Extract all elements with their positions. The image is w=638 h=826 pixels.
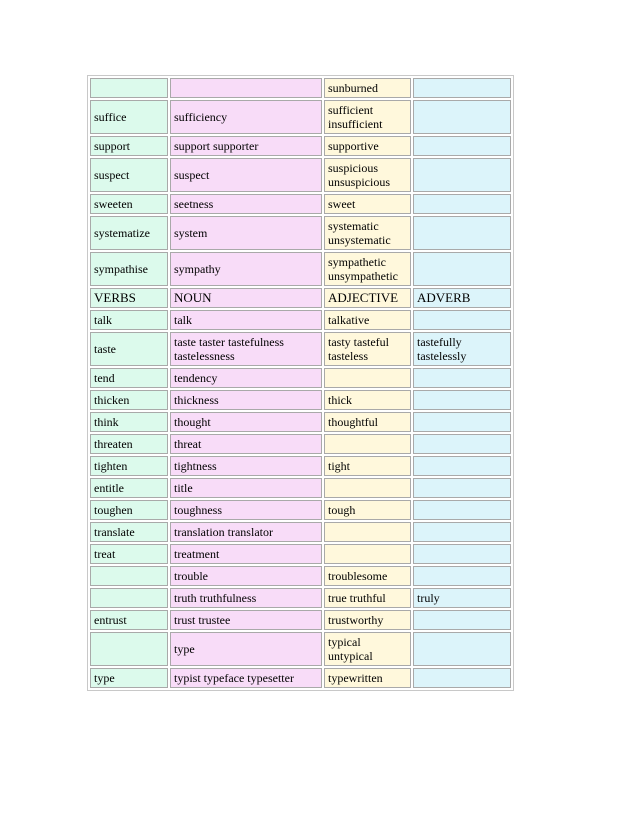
adjective-cell-text: trustworthy xyxy=(328,613,384,627)
verb-cell xyxy=(90,310,168,330)
adjective-cell xyxy=(324,412,411,432)
noun-cell-text: trouble xyxy=(174,569,208,583)
noun-cell-text: taste taster tastefulness xyxy=(174,335,284,349)
noun-cell-text: tastelessness xyxy=(174,349,235,363)
adverb-cell xyxy=(413,610,511,630)
verb-cell-text: systematize xyxy=(94,226,150,240)
adjective-cell-text: sympathetic xyxy=(328,255,386,269)
adverb-cell xyxy=(413,100,511,134)
noun-cell-text: thought xyxy=(174,415,211,429)
noun-cell-text: translation translator xyxy=(174,525,273,539)
noun-cell xyxy=(170,194,322,214)
table-row xyxy=(90,310,511,330)
adjective-cell xyxy=(324,390,411,410)
adverb-cell xyxy=(413,368,511,388)
adverb-cell xyxy=(413,332,511,366)
noun-cell xyxy=(170,390,322,410)
noun-cell-text: NOUN xyxy=(174,290,212,305)
adjective-cell xyxy=(324,566,411,586)
verb-cell-text: threaten xyxy=(94,437,133,451)
adverb-cell xyxy=(413,136,511,156)
noun-cell xyxy=(170,310,322,330)
verb-cell-text: treat xyxy=(94,547,116,561)
verb-cell-text: VERBS xyxy=(94,290,136,305)
table-row xyxy=(90,412,511,432)
noun-cell xyxy=(170,456,322,476)
verb-cell xyxy=(90,412,168,432)
adjective-cell-text: typewritten xyxy=(328,671,383,685)
adjective-cell xyxy=(324,588,411,608)
table-row xyxy=(90,610,511,630)
adjective-cell-text: true truthful xyxy=(328,591,386,605)
adverb-cell xyxy=(413,500,511,520)
adverb-cell xyxy=(413,252,511,286)
noun-cell xyxy=(170,588,322,608)
adjective-cell-text: systematic xyxy=(328,219,379,233)
noun-cell xyxy=(170,136,322,156)
adverb-cell xyxy=(413,632,511,666)
verb-cell xyxy=(90,478,168,498)
verb-cell-text: type xyxy=(94,671,115,685)
noun-cell-text: threat xyxy=(174,437,202,451)
verb-cell-text: talk xyxy=(94,313,112,327)
verb-cell xyxy=(90,78,168,98)
noun-cell xyxy=(170,478,322,498)
adverb-cell xyxy=(413,288,511,308)
adjective-cell xyxy=(324,668,411,688)
noun-cell-text: suspect xyxy=(174,168,210,182)
adverb-cell xyxy=(413,216,511,250)
adjective-cell xyxy=(324,78,411,98)
verb-cell xyxy=(90,522,168,542)
noun-cell xyxy=(170,434,322,454)
verb-cell xyxy=(90,566,168,586)
adjective-cell xyxy=(324,288,411,308)
adverb-cell-text: ADVERB xyxy=(417,290,471,305)
adjective-cell-text: unsuspicious xyxy=(328,175,391,189)
noun-cell xyxy=(170,522,322,542)
adverb-cell xyxy=(413,544,511,564)
noun-cell xyxy=(170,78,322,98)
noun-cell xyxy=(170,544,322,564)
adjective-cell xyxy=(324,136,411,156)
verb-cell-text: suspect xyxy=(94,168,130,182)
verb-cell-text: think xyxy=(94,415,119,429)
verb-cell xyxy=(90,368,168,388)
table-row xyxy=(90,668,511,688)
noun-cell-text: seetness xyxy=(174,197,214,211)
verb-cell-text: support xyxy=(94,139,130,153)
table-row xyxy=(90,632,511,666)
adjective-cell-text: talkative xyxy=(328,313,370,327)
adverb-cell xyxy=(413,78,511,98)
verb-cell xyxy=(90,216,168,250)
table-row xyxy=(90,566,511,586)
noun-cell-text: truth truthfulness xyxy=(174,591,257,605)
adjective-cell xyxy=(324,456,411,476)
noun-cell xyxy=(170,216,322,250)
noun-cell xyxy=(170,566,322,586)
table-row xyxy=(90,216,511,250)
adjective-cell xyxy=(324,610,411,630)
table-row xyxy=(90,136,511,156)
verb-cell-text: entrust xyxy=(94,613,127,627)
verb-cell-text: sympathise xyxy=(94,262,148,276)
table-row xyxy=(90,100,511,134)
noun-cell-text: tightness xyxy=(174,459,217,473)
noun-cell-text: trust trustee xyxy=(174,613,231,627)
adjective-cell xyxy=(324,216,411,250)
verb-cell xyxy=(90,194,168,214)
verb-cell xyxy=(90,500,168,520)
table-header-row xyxy=(90,288,511,308)
verb-cell xyxy=(90,434,168,454)
adverb-cell xyxy=(413,310,511,330)
adjective-cell-text: unsympathetic xyxy=(328,269,398,283)
adjective-cell xyxy=(324,252,411,286)
verb-cell-text: entitle xyxy=(94,481,124,495)
noun-cell xyxy=(170,500,322,520)
verb-cell xyxy=(90,588,168,608)
verb-cell-text: taste xyxy=(94,342,116,356)
table-row xyxy=(90,158,511,192)
table-row xyxy=(90,588,511,608)
noun-cell xyxy=(170,252,322,286)
verb-cell xyxy=(90,632,168,666)
adjective-cell xyxy=(324,544,411,564)
adjective-cell xyxy=(324,632,411,666)
verb-cell xyxy=(90,610,168,630)
table-row xyxy=(90,194,511,214)
table-row xyxy=(90,456,511,476)
adjective-cell-text: sunburned xyxy=(328,81,378,95)
adverb-cell xyxy=(413,434,511,454)
noun-cell-text: tendency xyxy=(174,371,218,385)
adjective-cell-text: tight xyxy=(328,459,351,473)
noun-cell xyxy=(170,412,322,432)
table-row xyxy=(90,390,511,410)
adverb-cell xyxy=(413,412,511,432)
adjective-cell-text: supportive xyxy=(328,139,379,153)
adjective-cell-text: thoughtful xyxy=(328,415,378,429)
verb-cell xyxy=(90,668,168,688)
adverb-cell xyxy=(413,478,511,498)
verb-cell xyxy=(90,332,168,366)
adjective-cell-text: sufficient xyxy=(328,103,374,117)
verb-cell-text: sweeten xyxy=(94,197,133,211)
verb-cell-text: tighten xyxy=(94,459,128,473)
adverb-cell-text: tastefully xyxy=(417,335,462,349)
noun-cell-text: thickness xyxy=(174,393,219,407)
noun-cell xyxy=(170,610,322,630)
adjective-cell-text: typical xyxy=(328,635,361,649)
noun-cell xyxy=(170,288,322,308)
adjective-cell-text: ADJECTIVE xyxy=(328,290,399,305)
adverb-cell xyxy=(413,668,511,688)
adjective-cell xyxy=(324,310,411,330)
adjective-cell-text: tasteless xyxy=(328,349,368,363)
verb-cell xyxy=(90,544,168,564)
verb-cell xyxy=(90,136,168,156)
verb-cell xyxy=(90,158,168,192)
noun-cell-text: typist typeface typesetter xyxy=(174,671,294,685)
noun-cell-text: toughness xyxy=(174,503,222,517)
adverb-cell xyxy=(413,390,511,410)
adjective-cell xyxy=(324,522,411,542)
adjective-cell xyxy=(324,158,411,192)
adverb-cell-text: truly xyxy=(417,591,440,605)
adjective-cell-text: unsystematic xyxy=(328,233,391,247)
adjective-cell-text: sweet xyxy=(328,197,356,211)
verb-cell-text: suffice xyxy=(94,110,127,124)
adjective-cell-text: insufficient xyxy=(328,117,383,131)
table-row xyxy=(90,368,511,388)
adjective-cell xyxy=(324,332,411,366)
verb-cell-text: toughen xyxy=(94,503,133,517)
adjective-cell-text: suspicious xyxy=(328,161,379,175)
table-row xyxy=(90,252,511,286)
adjective-cell-text: tough xyxy=(328,503,356,517)
noun-cell xyxy=(170,100,322,134)
table-row xyxy=(90,500,511,520)
verb-cell xyxy=(90,100,168,134)
verb-cell-text: thicken xyxy=(94,393,130,407)
verb-cell xyxy=(90,456,168,476)
verb-cell xyxy=(90,288,168,308)
adjective-cell-text: untypical xyxy=(328,649,373,663)
noun-cell-text: talk xyxy=(174,313,192,327)
table-body xyxy=(90,78,511,688)
adverb-cell xyxy=(413,158,511,192)
adjective-cell xyxy=(324,500,411,520)
noun-cell-text: system xyxy=(174,226,208,240)
table-row xyxy=(90,434,511,454)
noun-cell-text: title xyxy=(174,481,193,495)
adjective-cell xyxy=(324,368,411,388)
verb-cell-text: tend xyxy=(94,371,115,385)
table-row xyxy=(90,522,511,542)
adverb-cell xyxy=(413,566,511,586)
noun-cell-text: support supporter xyxy=(174,139,259,153)
table-row xyxy=(90,544,511,564)
table-row xyxy=(90,478,511,498)
adverb-cell-text: tastelessly xyxy=(417,349,467,363)
verb-cell-text: translate xyxy=(94,525,135,539)
noun-cell xyxy=(170,158,322,192)
adjective-cell-text: troublesome xyxy=(328,569,388,583)
adverb-cell xyxy=(413,522,511,542)
adverb-cell xyxy=(413,194,511,214)
verb-cell xyxy=(90,390,168,410)
noun-cell-text: sympathy xyxy=(174,262,221,276)
adjective-cell xyxy=(324,100,411,134)
noun-cell xyxy=(170,668,322,688)
adverb-cell xyxy=(413,456,511,476)
table-row xyxy=(90,78,511,98)
noun-cell xyxy=(170,632,322,666)
noun-cell-text: sufficiency xyxy=(174,110,228,124)
adverb-cell xyxy=(413,588,511,608)
adjective-cell xyxy=(324,478,411,498)
noun-cell-text: treatment xyxy=(174,547,220,561)
adjective-cell-text: thick xyxy=(328,393,352,407)
verb-cell xyxy=(90,252,168,286)
adjective-cell xyxy=(324,434,411,454)
noun-cell xyxy=(170,332,322,366)
noun-cell-text: type xyxy=(174,642,195,656)
table-row xyxy=(90,332,511,366)
noun-cell xyxy=(170,368,322,388)
adjective-cell xyxy=(324,194,411,214)
adjective-cell-text: tasty tasteful xyxy=(328,335,389,349)
word-forms-table xyxy=(87,75,514,691)
